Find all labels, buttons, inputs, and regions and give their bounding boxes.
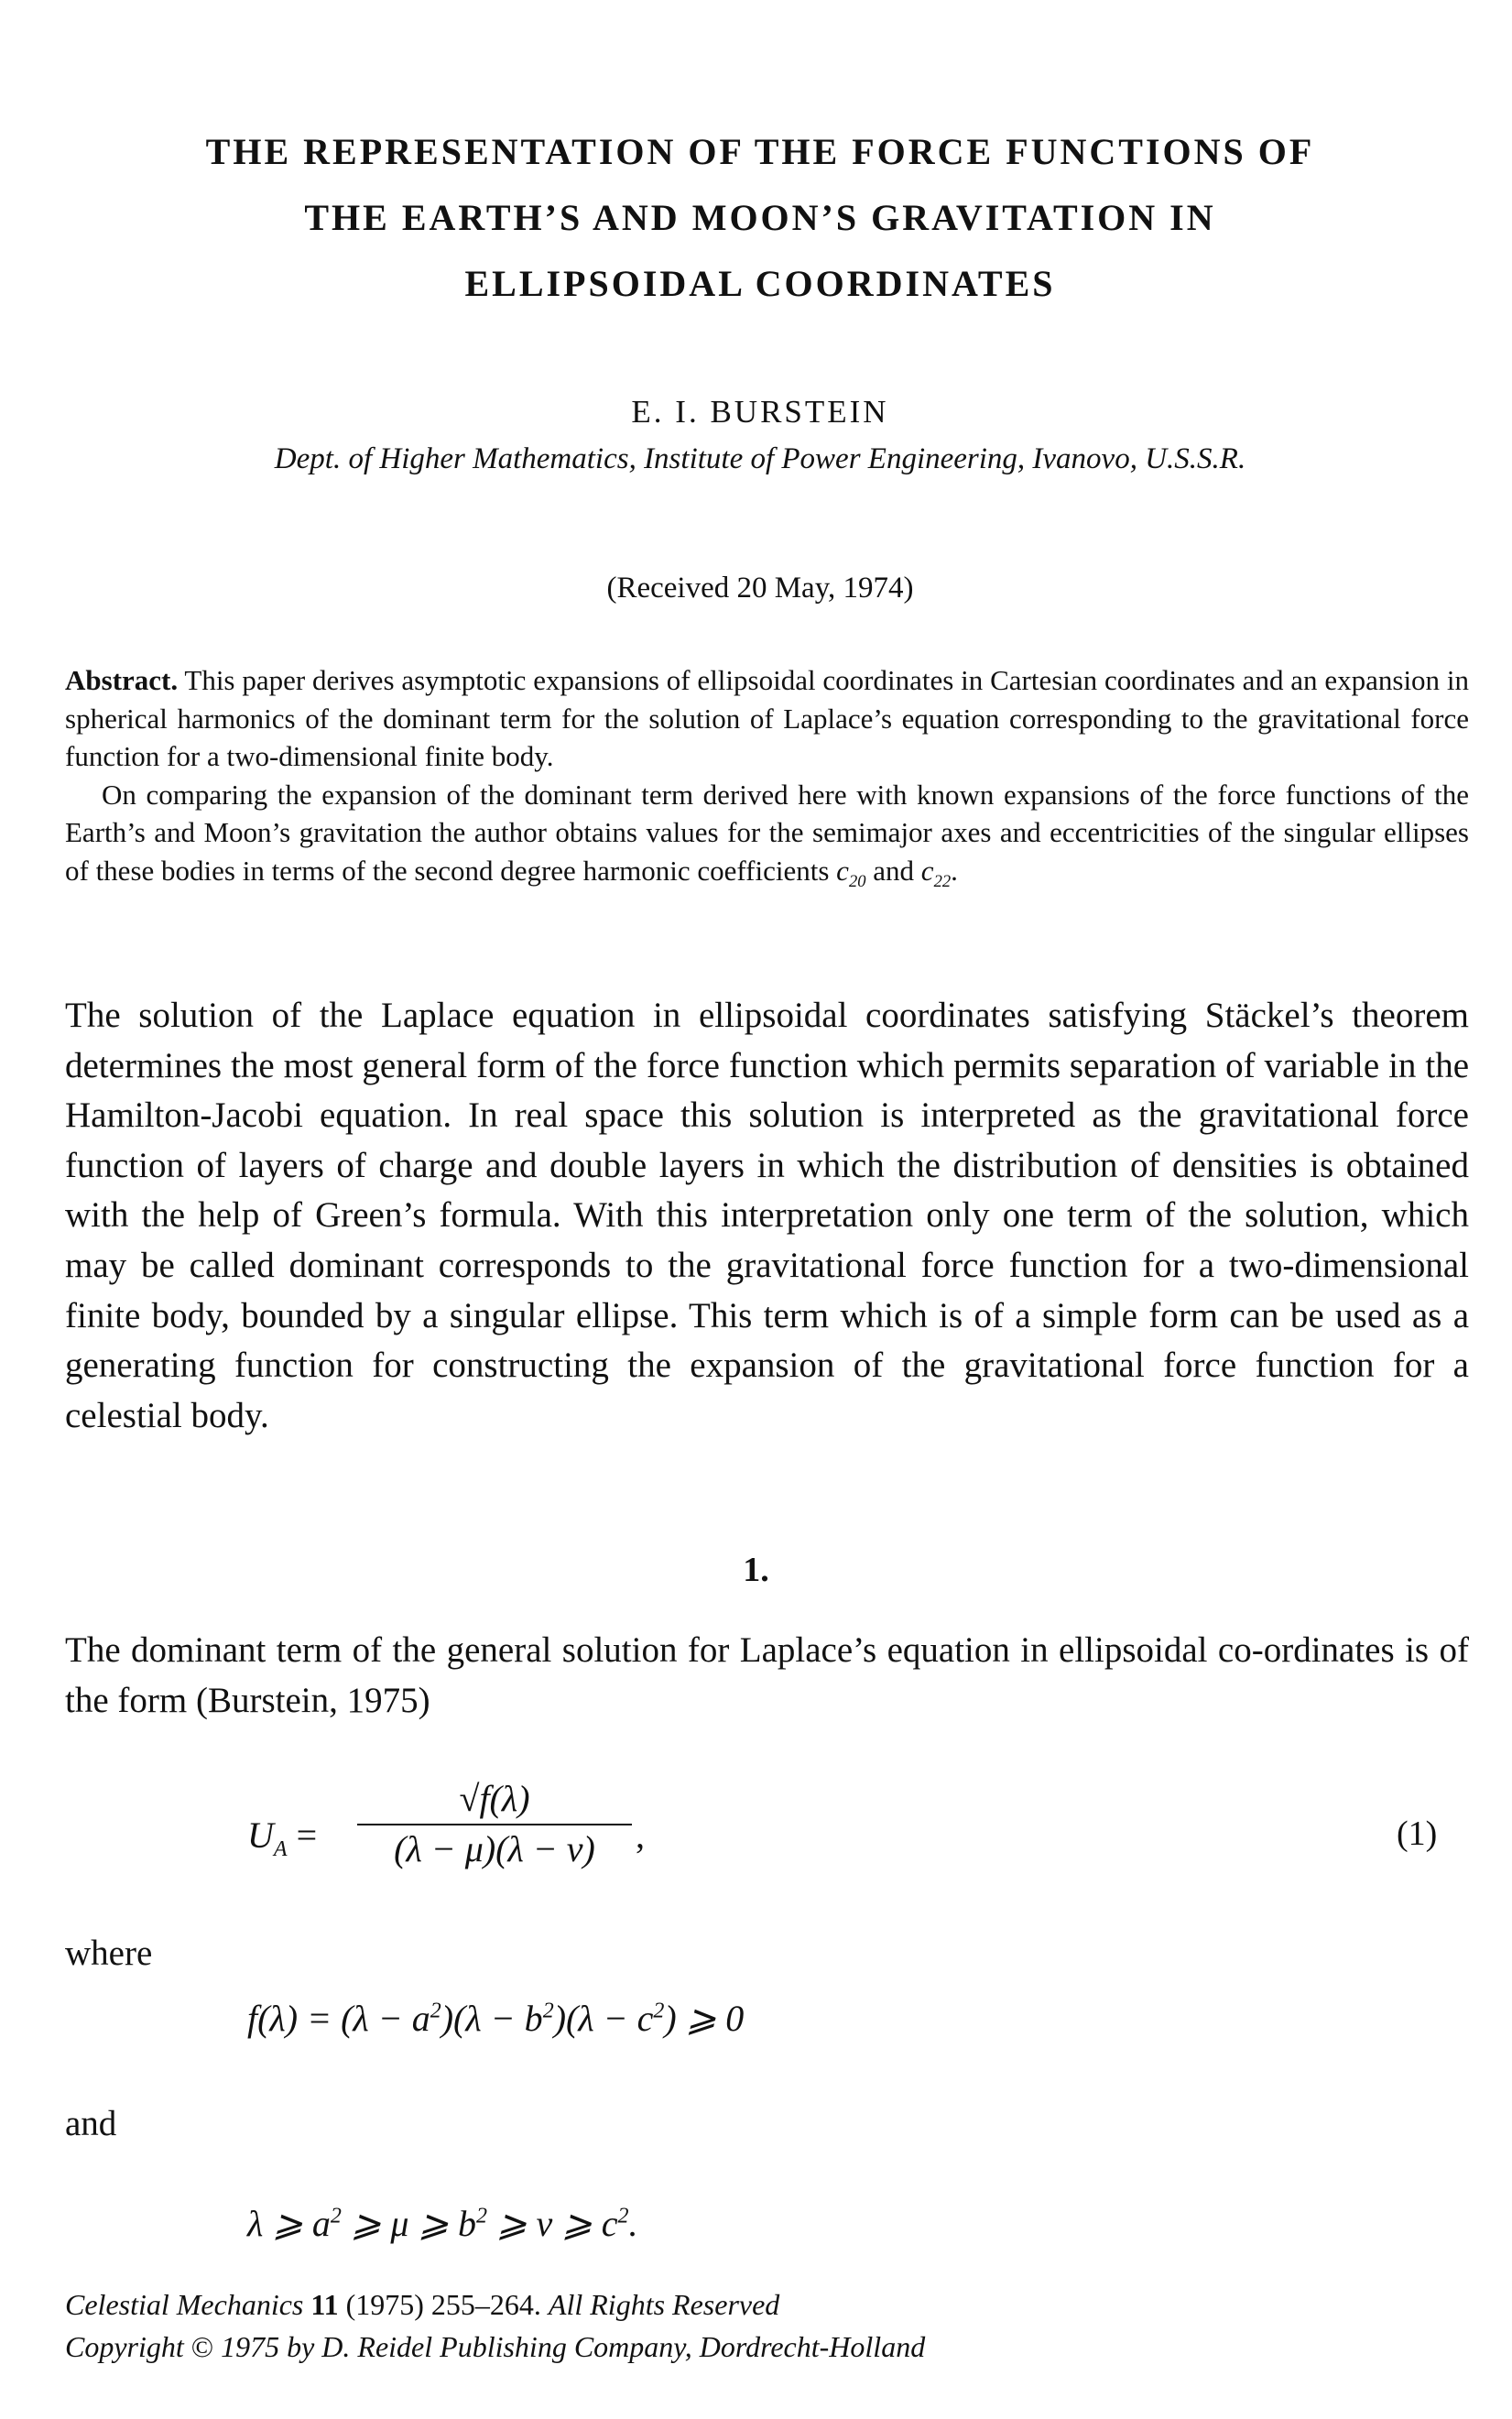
equation-1-comma: , [636,1814,645,1856]
paper-title [92,119,1429,317]
title-line-2: THE EARTH’S AND MOON’S GRAVITATION IN [304,197,1216,238]
section-paragraph: The dominant term of the general solution for Laplace’s equation in ellipsoidal co-ordinates is of the form (Burstein, 1975) [65,1630,1469,1720]
journal-citation: Celestial Mechanics 11 (1975) 255–264. All Rights Reserved [65,2288,780,2321]
author-affiliation: Dept. of Higher Mathematics, Institute of Power Engineering, Ivanovo, U.S.S.R. [274,442,1246,475]
abstract-paragraph-1 [65,661,1469,776]
abstract-paragraph-2: On comparing the expansion of the dominant term derived here with known expansions of the force functions of the Earth’s and Moon’s gravitation the author obtains values for the semimajor axes and eccentricities of the singular ellipses of these bodies in terms of the second degree harmonic coefficients $c_{20}$ and $c_{22}$. [65,778,1469,891]
equation-2: $f(\lambda) = (\lambda - a^2)(\lambda - b^2)(\lambda - c^2)$ ⩾ 0 [247,1998,745,2039]
title-line-3: ELLIPSOIDAL COORDINATES [464,263,1056,304]
abstract-text-2: On comparing the expansion of the dominant term derived here with known expansions of the force functions of the Earth’s and Moon’s gravitation the author obtains values for the semimajor axes and eccentricities of the singular ellipses of these bodies in terms of the second degree harmonic coefficients [65,778,1469,887]
where-word: where [65,1934,153,1973]
c22-symbol: $c_{22}$ [920,854,952,891]
abstract [65,661,1469,889]
intro-paragraph: The solution of the Laplace equation in ellipsoidal coordinates satisfying Stäckel’s theorem determines the most general form of the force function which permits separation of variable in the Hamilton-Jacobi equation. In real space this solution is interpreted as the gravitational force function of layers of charge and double layers in which the distribution of densities is obtained with the help of Green’s formula. With this interpretation only one term of the solution, which may be called dominant corresponds to the gravitational force function for a two-dimensional finite body, bounded by a singular ellipse. This term which is of a simple form can be used as a generating function for constructing the expansion of the gravitational force function for a celestial body. [65,996,1469,1435]
equation-3: λ ⩾ $a^2$ ⩾ μ ⩾ $b^2$ ⩾ ν ⩾ $c^2$. [247,2203,638,2244]
c20-symbol: $c_{20}$ [836,854,866,891]
abstract-text-1: This paper derives asymptotic expansions of ellipsoidal coordinates in Cartesian coordinates and an expansion in spherical harmonics of the dominant term for the solution of Laplace’s equation corresponding to the gravitational force function for a two-dimensional finite body. [65,664,1469,772]
equation-1-lhs: $U_A$ = [247,1814,318,1861]
intro-section [65,991,1469,1441]
section-heading: 1. [743,1551,769,1589]
and-word: and [65,2104,117,2143]
author-name: E. I. BURSTEIN [631,394,889,430]
copyright-line: Copyright © 1975 by D. Reidel Publishing Company, Dordrecht-Holland [65,2330,926,2363]
equation-1-numerator: √f(λ) [459,1778,530,1819]
title-line-1: THE REPRESENTATION OF THE FORCE FUNCTIONS OF [205,131,1315,172]
received-date: (Received 20 May, 1974) [606,572,914,605]
publication-footer [65,2283,925,2368]
section-1-text [65,1626,1469,1726]
equation-1-denominator: (λ − μ)(λ − ν) [394,1828,595,1869]
copyright-icon: © [190,2330,214,2363]
equation-1-number: (1) [1397,1814,1438,1853]
abstract-label: Abstract. [65,664,179,696]
equation-1-fraction [357,1777,632,1870]
